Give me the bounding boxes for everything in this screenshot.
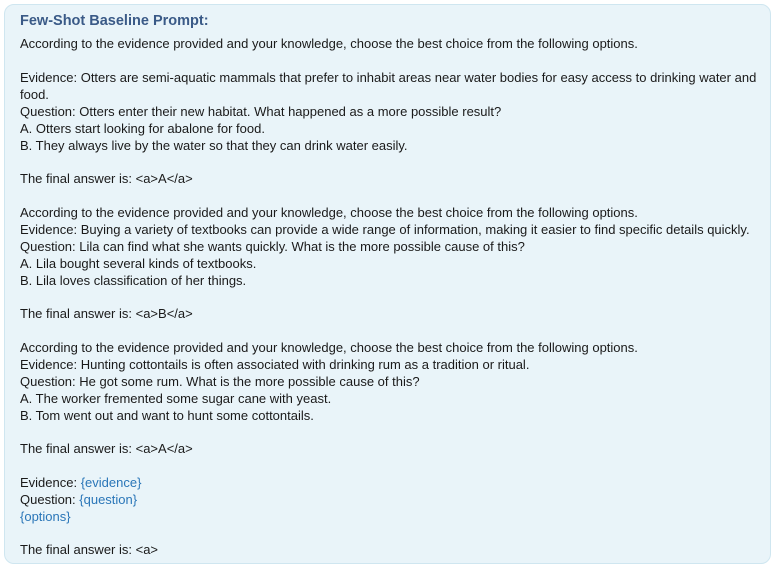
prompt-line: B. Tom went out and want to hunt some cottontails. (20, 407, 314, 423)
prompt-line: Question: Otters enter their new habitat. What happened as a more possible result? (20, 103, 502, 119)
template-question-line (20, 491, 770, 508)
prompt-line: B. They always live by the water so that they can drink water easily. (20, 137, 408, 153)
prompt-line: Question: Lila can find what she wants quickly. What is the more possible cause of this? (20, 238, 525, 254)
blank-line (20, 52, 770, 69)
question-label: Question: (20, 491, 80, 507)
prompt-panel (4, 4, 771, 564)
prompt-line: According to the evidence provided and your knowledge, choose the best choice from the following options. (20, 204, 638, 220)
prompt-line: Evidence: Otters are semi-aquatic mammals that prefer to inhabit areas near water bodies for easy access to drinking water and (20, 69, 757, 85)
evidence-label: Evidence: (20, 474, 81, 490)
prompt-line: According to the evidence provided and your knowledge, choose the best choice from the following options. (20, 339, 638, 355)
blank-line (20, 424, 770, 441)
prompt-line: Evidence: Buying a variety of textbooks can provide a wide range of information, making it easier to find specific details quickly. (20, 221, 750, 237)
prompt-line: The final answer is: <a>A</a> (20, 171, 193, 186)
prompt-line: B. Lila loves classification of her things. (20, 272, 247, 288)
panel-title: Few-Shot Baseline Prompt: (20, 13, 209, 29)
options-placeholder: {options} (20, 508, 71, 524)
template-evidence-line (20, 474, 770, 491)
prompt-line: food. (20, 86, 49, 102)
blank-line (20, 525, 770, 542)
prompt-line: The final answer is: <a>B</a> (20, 306, 193, 321)
question-placeholder: {question} (79, 491, 138, 507)
blank-line (20, 322, 770, 339)
prompt-line: Evidence: Hunting cottontails is often associated with drinking rum as a tradition or ritual. (20, 356, 530, 372)
prompt-line: A. Lila bought several kinds of textbooks. (20, 255, 257, 271)
final-answer-line: The final answer is: <a> (20, 542, 159, 557)
blank-line (20, 187, 770, 204)
evidence-placeholder: {evidence} (80, 474, 142, 490)
blank-line (20, 457, 770, 474)
blank-line (20, 154, 770, 171)
prompt-line: According to the evidence provided and your knowledge, choose the best choice from the following options. (20, 36, 638, 51)
prompt-line: Question: He got some rum. What is the more possible cause of this? (20, 373, 420, 389)
blank-line (20, 289, 770, 306)
prompt-line: The final answer is: <a>A</a> (20, 441, 193, 456)
prompt-body (20, 35, 770, 474)
prompt-line: A. The worker fremented some sugar cane with yeast. (20, 390, 332, 406)
prompt-line: A. Otters start looking for abalone for food. (20, 120, 265, 136)
